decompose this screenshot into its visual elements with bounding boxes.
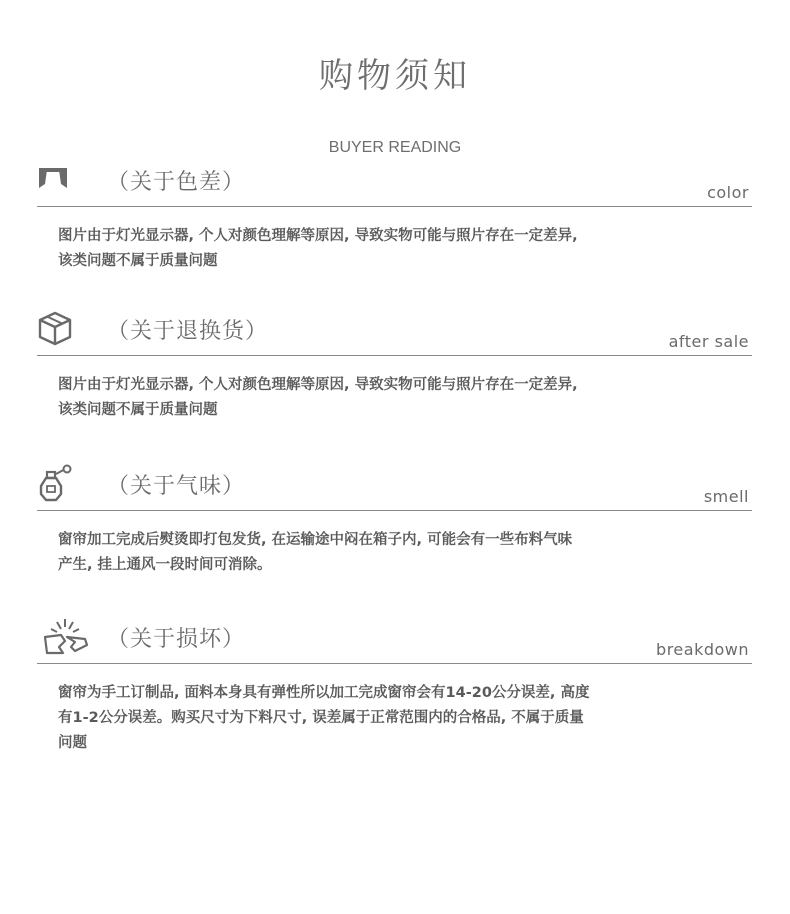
section-breakdown	[37, 617, 752, 756]
body-line: 该类问题不属于质量问题	[58, 402, 218, 418]
page-subtitle: BUYER READING	[328, 139, 462, 156]
body-line: 窗帘加工完成后熨烫即打包发货, 在运输途中闷在箱子内, 可能会有一些布料气味	[58, 532, 573, 548]
section-header	[37, 309, 752, 356]
body-line: 窗帘为手工订制品, 面料本身具有弹性所以加工完成窗帘会有14-20公分误差, 高度	[58, 685, 590, 701]
section-body	[37, 681, 678, 756]
section-header	[37, 617, 752, 664]
section-color	[37, 160, 752, 274]
body-line: 图片由于灯光显示器, 个人对颜色理解等原因, 导致实物可能与照片存在一定差异,	[58, 377, 578, 393]
body-line: 该类问题不属于质量问题	[58, 253, 218, 269]
section-title: （关于气味）	[107, 474, 246, 499]
body-line: 图片由于灯光显示器, 个人对颜色理解等原因, 导致实物可能与照片存在一定差异,	[58, 228, 578, 244]
section-title: （关于退换货）	[107, 319, 269, 344]
body-line: 产生, 挂上通风一段时间可消除。	[58, 557, 272, 573]
section-body	[37, 373, 678, 423]
section-header	[37, 160, 752, 207]
section-english-label: color	[707, 183, 749, 202]
section-header	[37, 464, 752, 511]
body-line: 问题	[58, 735, 87, 751]
section-body	[37, 528, 678, 578]
broken-crack-icon	[37, 617, 95, 657]
window-curtain-icon	[37, 160, 77, 200]
section-smell	[37, 464, 752, 578]
page-title: 购物须知	[319, 56, 471, 96]
section-english-label: after sale	[668, 332, 749, 351]
perfume-bottle-icon	[37, 464, 77, 504]
body-line: 有1-2公分误差。购买尺寸为下料尺寸, 误差属于正常范围内的合格品, 不属于质量	[58, 710, 584, 726]
section-title: （关于损坏）	[107, 627, 246, 652]
section-after-sale	[37, 309, 752, 423]
section-english-label: smell	[703, 487, 749, 506]
section-body	[37, 224, 678, 274]
section-english-label: breakdown	[656, 640, 749, 659]
package-box-icon	[37, 309, 77, 349]
section-title: （关于色差）	[107, 170, 246, 195]
